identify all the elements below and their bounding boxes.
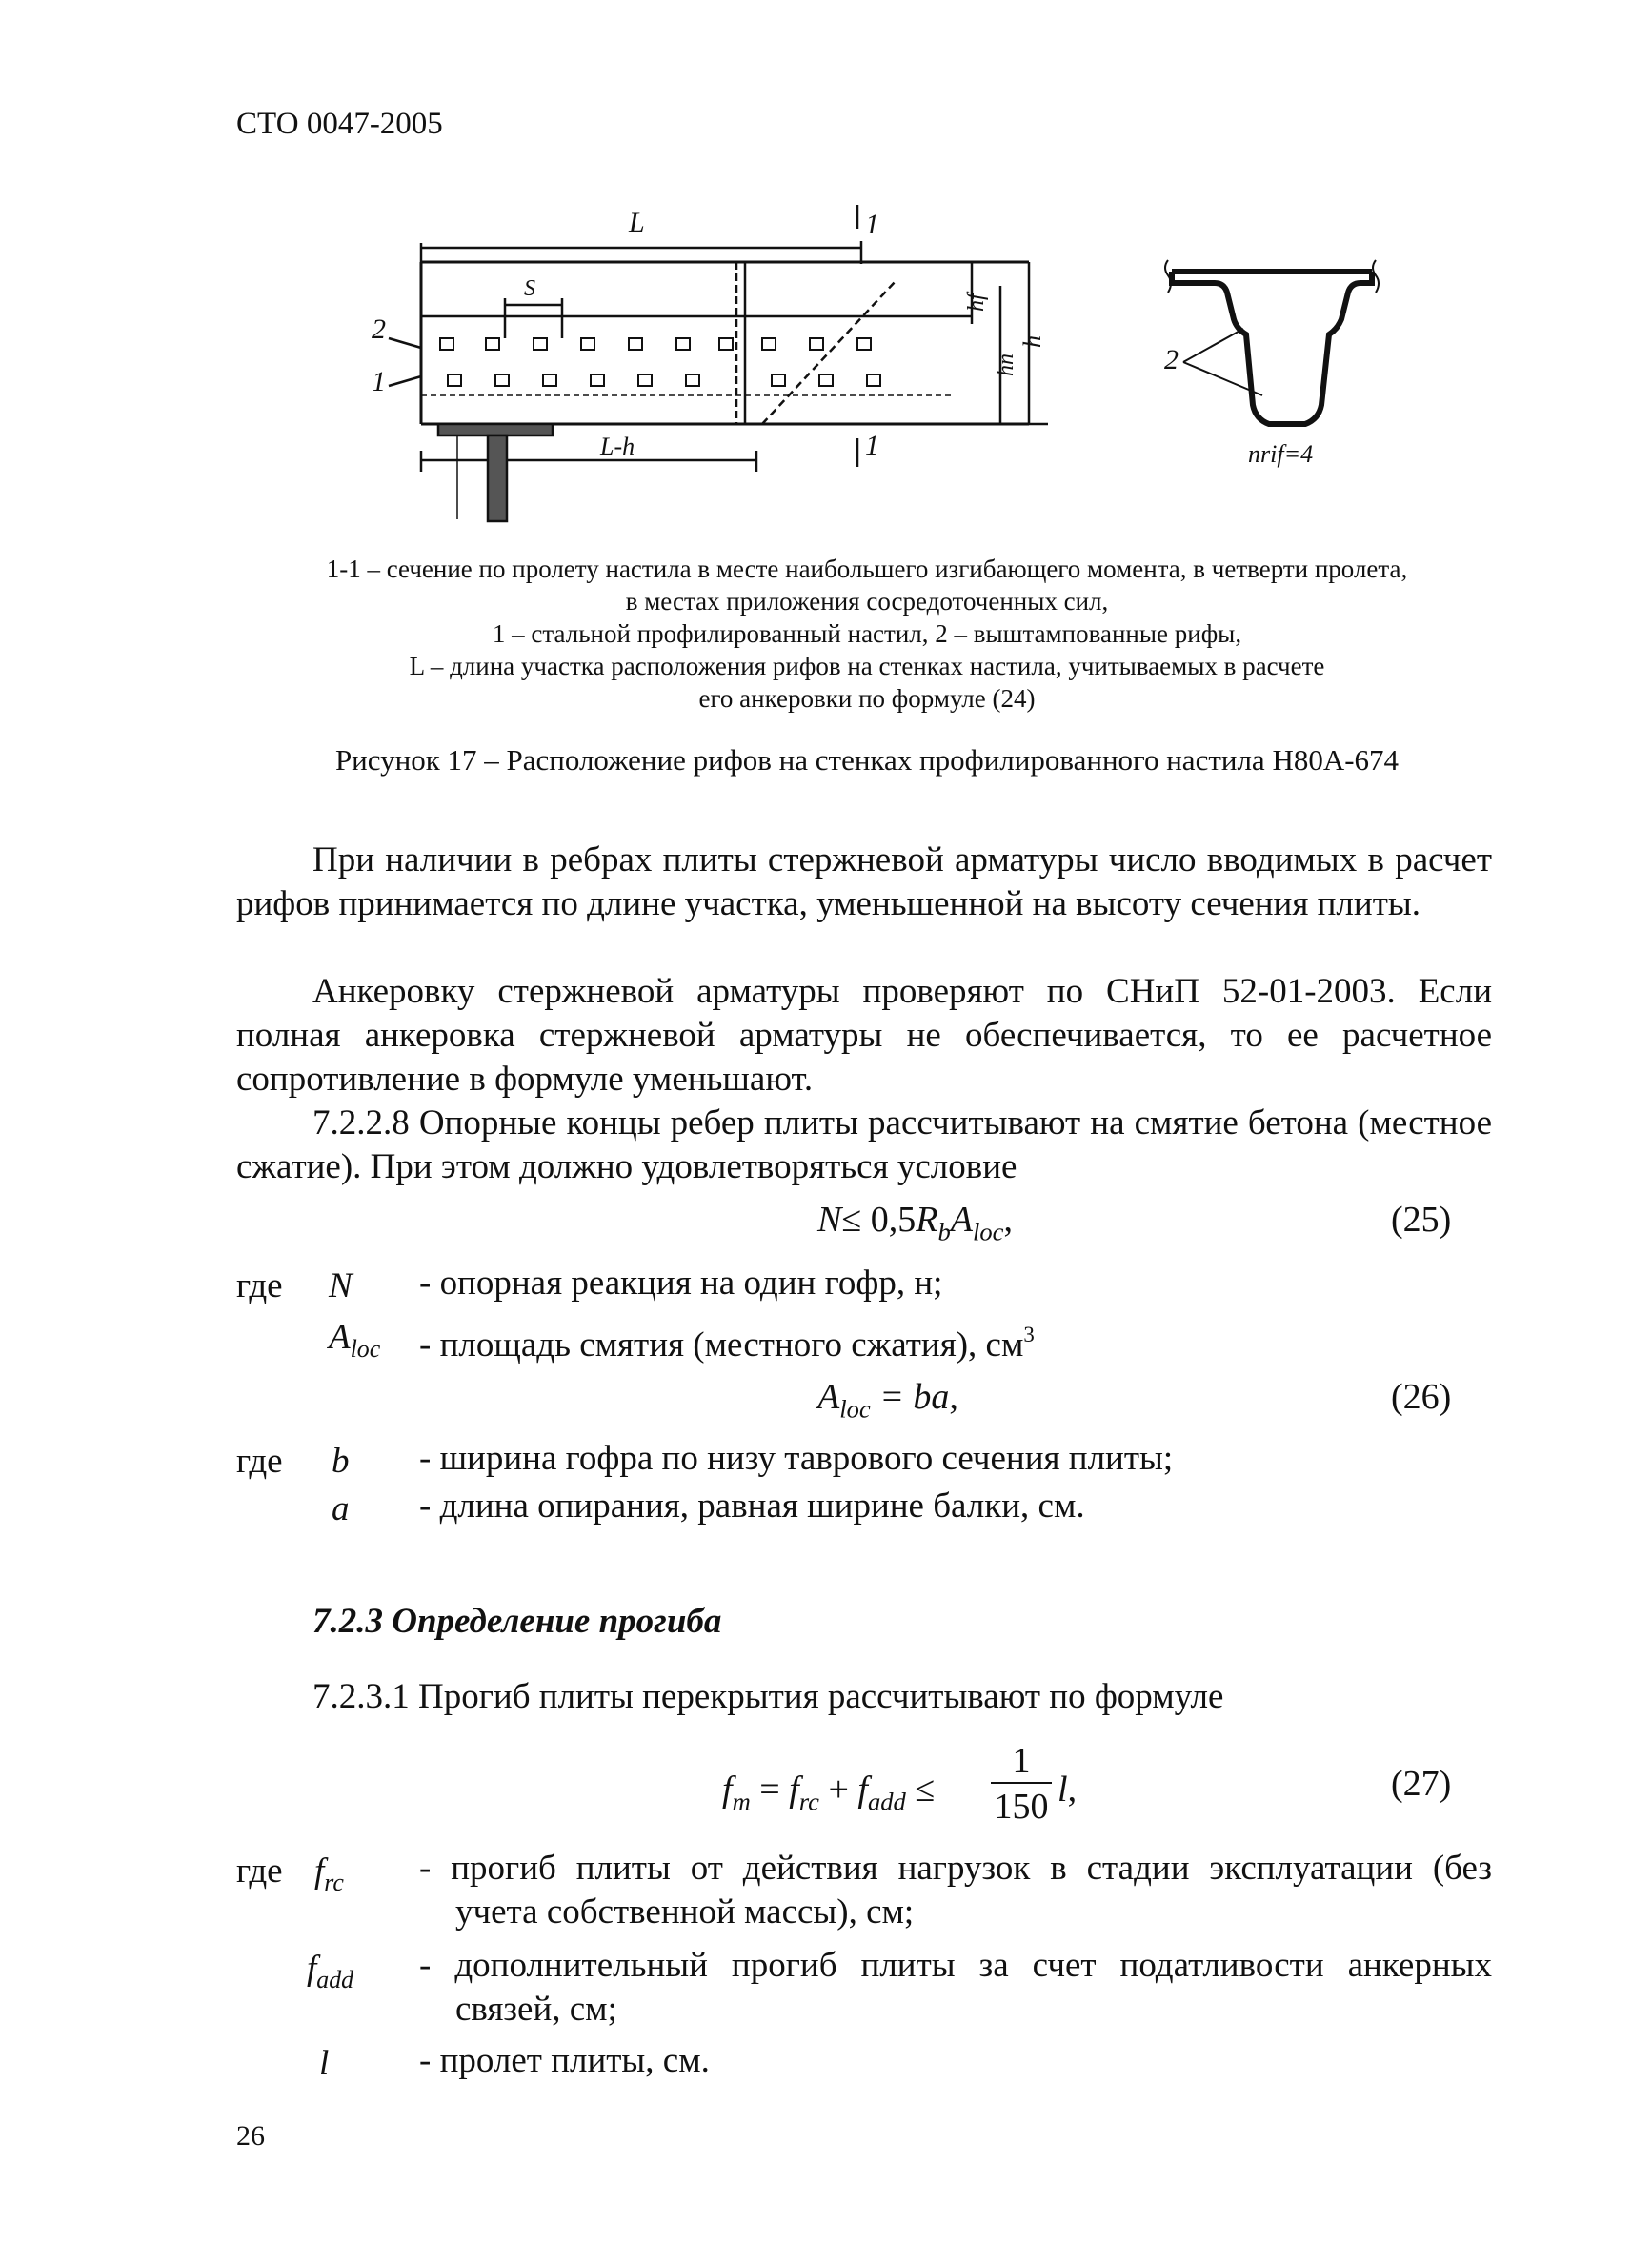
- equation-27-number: (27): [1391, 1764, 1452, 1804]
- steel-beam-flange: [438, 424, 553, 435]
- where1-symbol-N: N: [329, 1266, 353, 1305]
- paragraph-2: Анкеровку стержневой арматуры проверяют по СНиП 52-01-2003. Если полная анкеровка стержневой арматуры не обеспечивается, то ее расчетное сопротивление в формуле уменьшают.: [236, 972, 1492, 1099]
- where1-definition-N: - опорная реакция на один гофр, н;: [419, 1264, 943, 1303]
- label-L: L: [629, 207, 645, 238]
- where-label-2: где: [236, 1442, 283, 1481]
- label-section-top: 1: [865, 209, 879, 240]
- figure-caption-line-2: в местах приложения сосредоточенных сил,: [625, 587, 1109, 616]
- page-number: 26: [236, 2120, 265, 2152]
- label-marker-2: 2: [372, 313, 386, 345]
- label-h: h: [1018, 335, 1046, 348]
- label-L-minus-h: L-h: [600, 433, 635, 460]
- section-heading: 7.2.3 Определение прогиба: [312, 1602, 722, 1641]
- equation-27: $f_m = f_{rc} + f_{add}$ ≤ 1 150 l,: [722, 1741, 1078, 1827]
- where3-definition-frc-line-2: учета собственной массы), см;: [455, 1892, 915, 1931]
- equation-25: $N\le 0,5R_bA_{loc}$,: [817, 1200, 1013, 1246]
- profile-cross-section: [1172, 272, 1372, 424]
- where1-symbol-Aloc: $A_{loc}$: [329, 1318, 381, 1364]
- figure-title: Рисунок 17 – Расположение рифов на стенках профилированного настила Н80А-674: [334, 743, 1400, 777]
- where2-definition-a: - длина опирания, равная ширине балки, см.: [419, 1486, 1085, 1526]
- figure-caption-line-3: 1 – стальной профилированный настил, 2 – выштампованные рифы,: [492, 619, 1242, 648]
- rifs: [440, 338, 880, 386]
- label-hn: hn: [994, 354, 1018, 376]
- where2-definition-b: - ширина гофра по низу таврового сечения плиты;: [419, 1439, 1174, 1478]
- where3-definition-fadd-line-2: связей, см;: [455, 1990, 617, 2029]
- where3-definition-l: - пролет плиты, см.: [419, 2041, 710, 2080]
- where3-symbol-l: l: [319, 2044, 330, 2083]
- label-marker-1: 1: [372, 366, 386, 397]
- where1-definition-Aloc: - площадь смятия (местного сжатия), $см^3$: [419, 1323, 1035, 1365]
- where-label-1: где: [236, 1266, 283, 1305]
- label-section-bottom: 1: [865, 430, 879, 461]
- equation-25-number: (25): [1391, 1200, 1452, 1240]
- paragraph-4: 7.2.3.1 Прогиб плиты перекрытия рассчитывают по формуле: [312, 1677, 1224, 1716]
- paragraph-3: 7.2.2.8 Опорные концы ребер плиты рассчитывают на смятие бетона (местное сжатие). При этом должно удовлетворяться условие: [236, 1103, 1492, 1186]
- where2-symbol-b: b: [332, 1442, 350, 1481]
- figure-caption-line-4: L – длина участка расположения рифов на стенках настила, учитываемых в расчете: [409, 652, 1325, 680]
- where3-symbol-frc: $f_{rc}$: [314, 1851, 344, 1897]
- where3-definition-frc-line-1: - прогиб плиты от действия нагрузок в стадии эксплуатации (без: [419, 1849, 1492, 1888]
- equation-26: $A_{loc}$ = ba,: [817, 1377, 958, 1424]
- where3-symbol-fadd: $f_{add}$: [307, 1949, 354, 1994]
- steel-beam-web: [488, 435, 507, 521]
- figure-17-drawing: [362, 205, 1448, 529]
- label-profile-2: 2: [1164, 344, 1179, 375]
- label-n-rif: nrif=4: [1248, 440, 1314, 468]
- document-header: СТО 0047-2005: [236, 107, 443, 141]
- where3-definition-fadd-line-1: - дополнительный прогиб плиты за счет податливости анкерных: [419, 1946, 1492, 1985]
- figure-caption-line-1: 1-1 – сечение по пролету настила в месте наибольшего изгибающего момента, в четверти пролета,: [326, 555, 1408, 583]
- label-hf: hf: [964, 293, 989, 312]
- figure-caption-line-5: его анкеровки по формуле (24): [698, 684, 1036, 713]
- where-label-3: где: [236, 1851, 283, 1891]
- paragraph-1: При наличии в ребрах плиты стержневой арматуры число вводимых в расчет рифов принимается по длине участка, уменьшенной на высоту сечения плиты.: [236, 840, 1492, 923]
- where2-symbol-a: a: [332, 1489, 350, 1528]
- equation-26-number: (26): [1391, 1377, 1452, 1417]
- label-S: S: [524, 276, 535, 301]
